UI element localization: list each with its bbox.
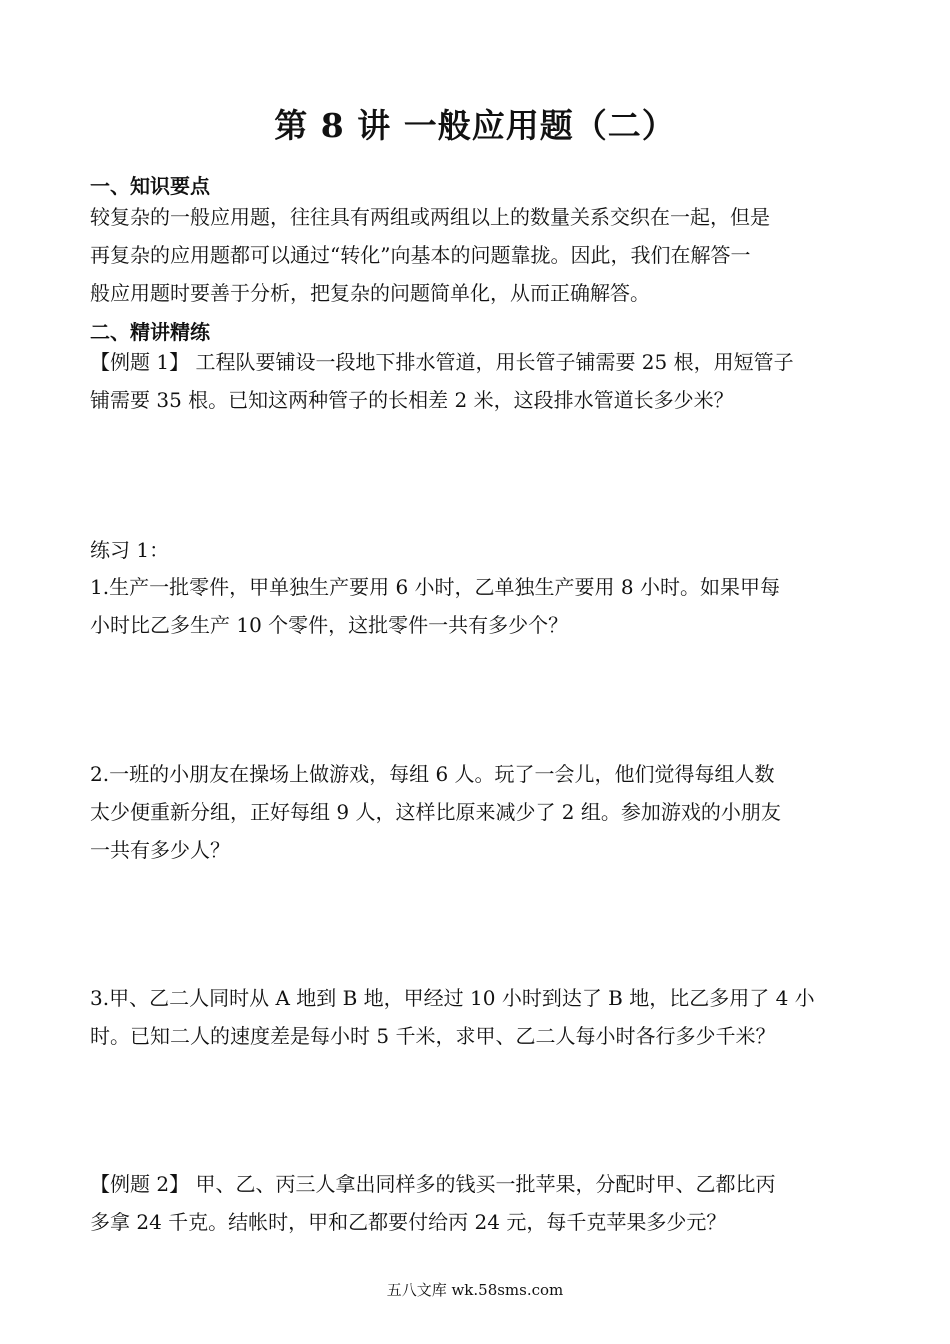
section-heading-knowledge: 一、知识要点 [90,174,210,198]
example-line: 【例题 2】 甲、乙、丙三人拿出同样多的钱买一批苹果，分配时甲、乙都比丙 [90,1172,776,1196]
practice-question-1 [90,568,865,644]
paragraph-line: 般应用题时要善于分析，把复杂的问题简单化，从而正确解答。 [90,281,650,305]
question-line: 小时比乙多生产 10 个零件，这批零件一共有多少个？ [90,613,569,637]
question-line: 1.生产一批零件，甲单独生产要用 6 小时，乙单独生产要用 8 小时。如果甲每 [90,575,780,599]
question-line: 时。已知二人的速度差是每小时 5 千米，求甲、乙二人每小时各行多少千米？ [90,1024,776,1048]
example-2 [90,1165,865,1241]
page-footer: 五八文库 wk.58sms.com [386,1281,564,1299]
question-line: 3.甲、乙二人同时从 A 地到 B 地，甲经过 10 小时到达了 B 地，比乙多用了 4 小 [90,986,815,1010]
practice-question-2 [90,755,865,869]
practice-1-label: 练习 1： [90,538,170,562]
question-line: 一共有多少人？ [90,838,230,862]
paragraph-line: 再复杂的应用题都可以通过“转化”向基本的问题靠拢。因此，我们在解答一 [90,243,751,267]
practice-question-3 [90,979,865,1055]
example-line: 多拿 24 千克。结帐时，甲和乙都要付给丙 24 元，每千克苹果多少元？ [90,1210,727,1234]
section-heading-practice: 二、精讲精练 [90,320,210,344]
question-line: 2.一班的小朋友在操场上做游戏，每组 6 人。玩了一会儿，他们觉得每组人数 [90,762,775,786]
page-title: 第 8 讲 一般应用题（二） [274,106,676,145]
example-line: 【例题 1】 工程队要铺设一段地下排水管道，用长管子铺需要 25 根，用短管子 [90,350,794,374]
knowledge-paragraph [90,198,865,312]
question-line: 太少便重新分组，正好每组 9 人，这样比原来减少了 2 组。参加游戏的小朋友 [90,800,781,824]
example-line: 铺需要 35 根。已知这两种管子的长相差 2 米，这段排水管道长多少米？ [90,388,734,412]
example-1 [90,343,865,419]
paragraph-line: 较复杂的一般应用题，往往具有两组或两组以上的数量关系交织在一起，但是 [90,205,770,229]
